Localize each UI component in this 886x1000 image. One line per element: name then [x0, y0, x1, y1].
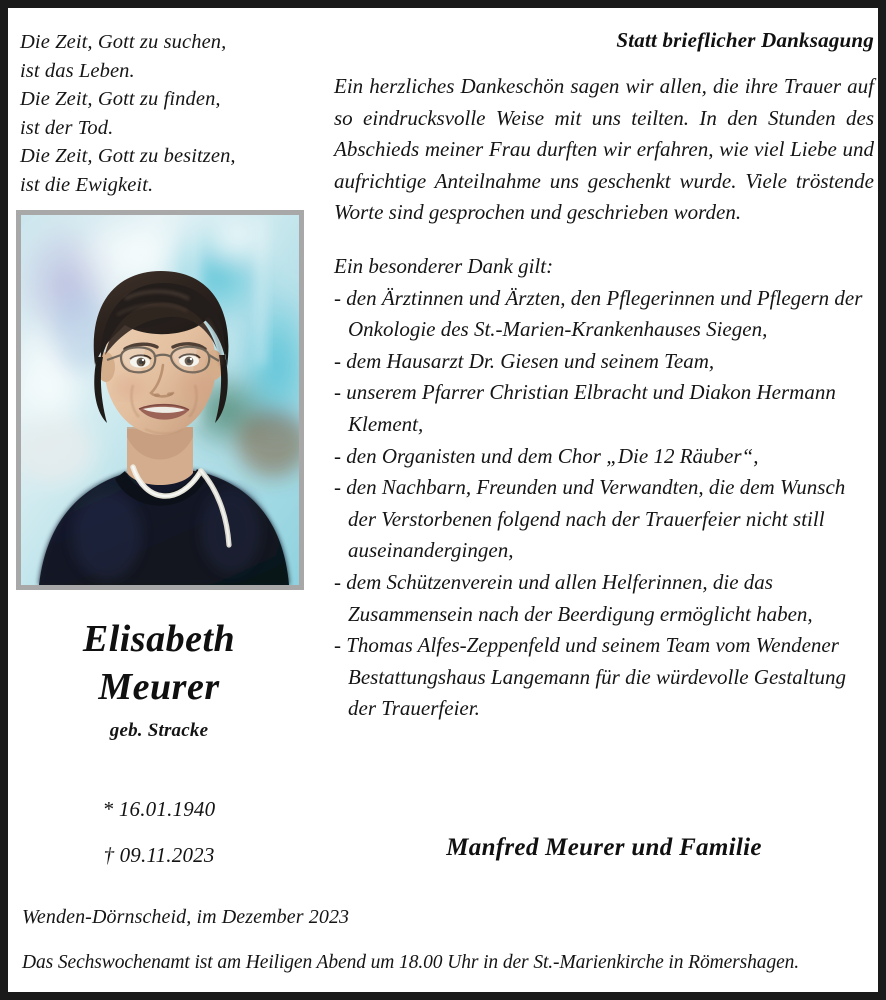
- death-date: † 09.11.2023: [103, 843, 215, 867]
- thanks-list-item: - Thomas Alfes-Zeppenfeld und seinem Team vom Wendener Bestattungshaus Langemann für die würdevolle Gestaltung der Trauerfeier.: [334, 633, 846, 721]
- thanks-list: [334, 283, 874, 725]
- thanks-paragraph: Ein herzliches Dankeschön sagen wir allen, die ihre Trauer auf so eindrucksvolle Weise mit uns teilten. In den Stunden des Abschieds meiner Frau durften wir erfahren, wie viel Liebe und aufrichtige Anteilnahme uns geschenkt wurde. Viele tröstende Worte sind gesprochen und geschrieben worden.: [334, 74, 874, 225]
- deceased-name-block: [8, 616, 310, 742]
- thanks-list-intro: Ein besonderer Dank gilt:: [334, 253, 554, 278]
- thanks-list-item: - unserem Pfarrer Christian Elbracht und Diakon Hermann Klement,: [334, 380, 836, 436]
- verse-line: Die Zeit, Gott zu suchen,: [20, 31, 227, 53]
- verse-line: Die Zeit, Gott zu besitzen,: [20, 145, 236, 168]
- verse-line: Die Zeit, Gott zu finden,: [20, 88, 221, 111]
- left-column: [20, 28, 322, 200]
- service-note: Das Sechswochenamt ist am Heiligen Abend um 18.00 Uhr in der St.-Marienkirche in Römershagen.: [22, 952, 800, 973]
- portrait-photo: [21, 215, 299, 585]
- thanks-list-item: - den Nachbarn, Freunden und Verwandten, die dem Wunsch der Verstorbenen folgend nach der Trauerfeier nicht still auseinandergingen,: [334, 475, 846, 563]
- life-dates: [8, 786, 310, 878]
- portrait-frame: [16, 210, 304, 590]
- maiden-name: geb. Stracke: [109, 720, 209, 741]
- place-and-date: Wenden-Dörnscheid, im Dezember 2023: [22, 906, 350, 928]
- memorial-verse: [20, 28, 322, 200]
- verse-line: ist der Tod.: [20, 116, 114, 139]
- thanks-list-item: - dem Hausarzt Dr. Giesen und seinem Team,: [334, 348, 715, 373]
- thanks-list-item: - dem Schützenverein und allen Helferinnen, die das Zusammensein nach der Beerdigung ermöglicht haben,: [334, 569, 813, 626]
- verse-line: ist das Leben.: [20, 59, 135, 82]
- thanks-list-item: - den Organisten und dem Chor „Die 12 Räuber“,: [334, 443, 759, 468]
- first-name: Elisabeth: [82, 618, 236, 660]
- notice-sheet: [8, 8, 878, 992]
- right-column: [334, 28, 874, 725]
- thanks-list-item: - den Ärztinnen und Ärzten, den Pflegerinnen und Pflegern der Onkologie des St.-Marien-Krankenhauses Siegen,: [334, 285, 863, 342]
- birth-date: * 16.01.1940: [102, 797, 216, 821]
- family-signature: Manfred Meurer und Familie: [446, 834, 762, 861]
- thanks-heading: Statt brieflicher Danksagung: [616, 28, 874, 52]
- last-name: Meurer: [98, 666, 220, 708]
- verse-line: ist die Ewigkeit.: [20, 173, 154, 196]
